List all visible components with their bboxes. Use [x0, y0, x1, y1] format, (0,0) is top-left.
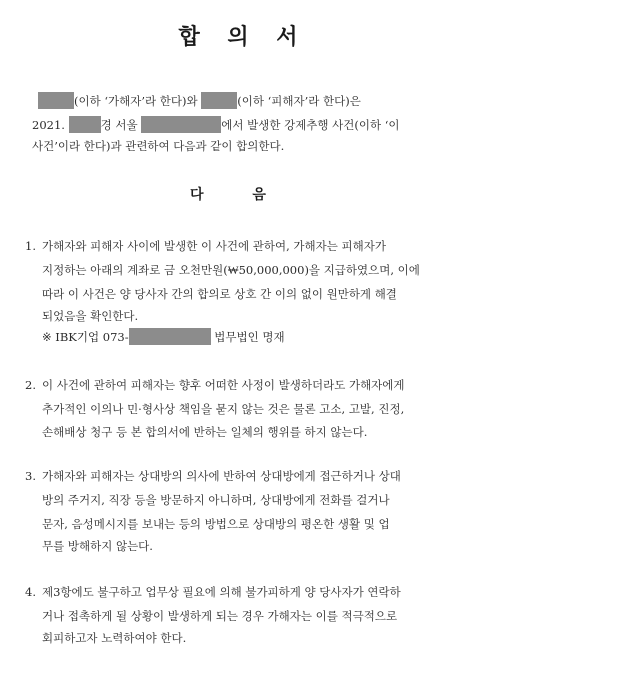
- intro-line-2: [32, 116, 400, 133]
- redacted-victim-name: [201, 92, 237, 109]
- clause-line: 가해자와 피해자는 상대방의 의사에 반하여 상대방에게 접근하거나 상대: [42, 469, 401, 483]
- clause-line: 손해배상 청구 등 본 합의서에 반하는 일체의 행위를 하지 않는다.: [42, 425, 368, 439]
- clause-line: 거나 접촉하게 될 상황이 발생하게 되는 경우 가해자는 이를 적극적으로: [42, 609, 398, 623]
- redacted-location: [141, 116, 221, 133]
- intro-text-1a: (이하 ‘가해자’라 한다)와: [74, 94, 198, 108]
- clause-number: 3.: [25, 469, 36, 483]
- section-heading: 다 음: [190, 187, 288, 203]
- intro-year: 2021.: [32, 118, 65, 132]
- document-title: 합 의 서: [178, 25, 308, 50]
- clause-line: 무를 방해하지 않는다.: [42, 539, 153, 553]
- account-line: [42, 328, 285, 345]
- account-holder: 법무법인 명재: [214, 330, 285, 344]
- clause-line: 추가적인 이의나 민·형사상 책임을 묻지 않는 것은 물론 고소, 고발, 진정,: [42, 402, 405, 416]
- intro-text-2b: 경 서울: [100, 118, 138, 132]
- intro-line-3: 사건’이라 한다)과 관련하여 다음과 같이 합의한다.: [32, 139, 285, 153]
- clause-line: 방의 주거지, 직장 등을 방문하지 아니하며, 상대방에게 전화를 걸거나: [42, 493, 390, 507]
- account-bank: ※ IBK기업 073-: [42, 330, 129, 344]
- clause-line: 되었음을 확인한다.: [42, 309, 139, 323]
- redacted-account-number: [129, 328, 211, 345]
- clause-number: 1.: [25, 239, 36, 253]
- clause-line: 제3항에도 불구하고 업무상 필요에 의해 불가피하게 양 당사자가 연락하: [42, 585, 401, 599]
- clause-line: 문자, 음성메시지를 보내는 등의 방법으로 상대방의 평온한 생활 및 업: [42, 517, 390, 531]
- intro-line-1: [38, 92, 361, 109]
- redacted-offender-name: [38, 92, 74, 109]
- clause-line: 이 사건에 관하여 피해자는 향후 어떠한 사정이 발생하더라도 가해자에게: [42, 378, 405, 392]
- intro-text-2c: 에서 발생한 강제추행 사건(이하 ‘이: [221, 118, 400, 132]
- clause-line: 회피하고자 노력하여야 한다.: [42, 631, 187, 645]
- clause-number: 4.: [25, 585, 36, 599]
- redacted-date: [69, 116, 101, 133]
- clause-line: 가해자와 피해자 사이에 발생한 이 사건에 관하여, 가해자는 피해자가: [42, 239, 386, 253]
- clause-line: 따라 이 사건은 양 당사자 간의 합의로 상호 간 이의 없이 원만하게 해결: [42, 287, 397, 301]
- intro-text-1b: (이하 ‘피해자’라 한다)은: [237, 94, 361, 108]
- clause-line: 지정하는 아래의 계좌로 금 오천만원(₩50,000,000)을 지급하였으며, 이에: [42, 263, 420, 277]
- clause-number: 2.: [25, 378, 36, 392]
